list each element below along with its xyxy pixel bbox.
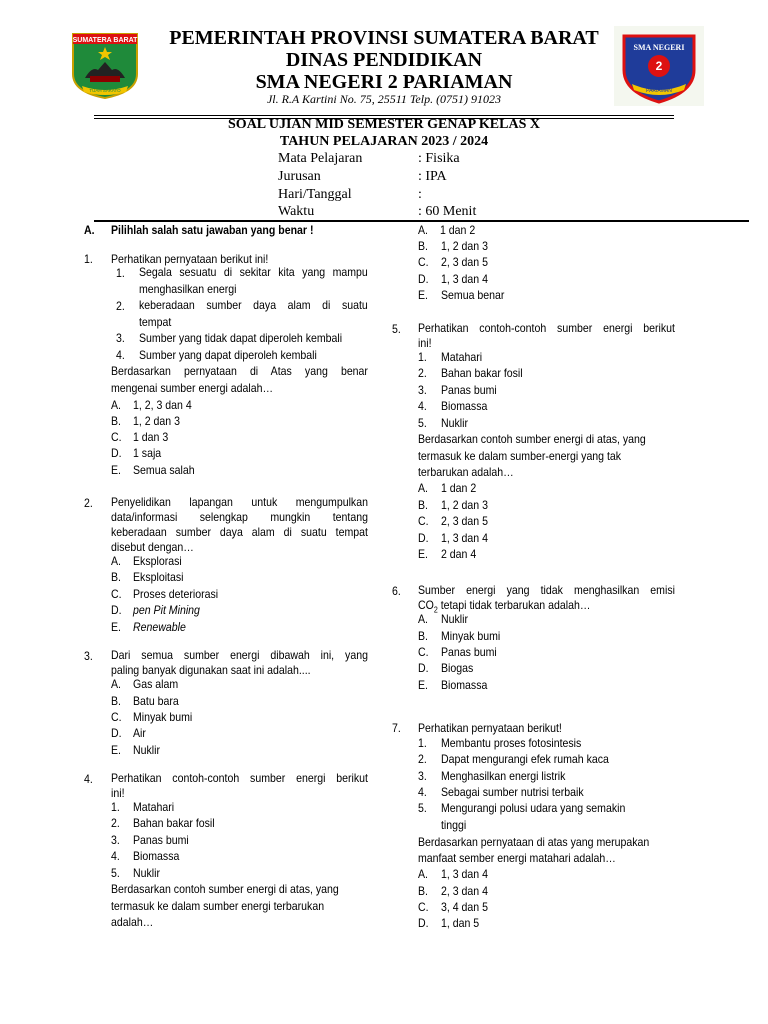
question-text: Berdasarkan contoh sumber energi di atas, yang bbox=[418, 432, 646, 446]
option-text: Air bbox=[133, 726, 146, 740]
option-letter: A. bbox=[111, 398, 121, 412]
question-number: 6. bbox=[392, 584, 401, 598]
option-letter: D. bbox=[418, 531, 429, 545]
option-letter: C. bbox=[418, 514, 429, 528]
question-text: ini! bbox=[418, 336, 432, 350]
option-letter: D. bbox=[111, 446, 122, 460]
list-number: 3. bbox=[418, 383, 427, 397]
option-letter: B. bbox=[418, 498, 428, 512]
school-logo-bottom: PARIAMAN bbox=[646, 88, 672, 94]
exam-title: SOAL UJIAN MID SEMESTER GENAP KELAS X bbox=[228, 117, 540, 132]
option-letter: A. bbox=[111, 554, 121, 568]
question-text: Dari semua sumber energi dibawah ini, yang bbox=[111, 648, 368, 662]
question-text: Penyelidikan lapangan untuk mengumpulkan bbox=[111, 495, 368, 509]
statement-text: keberadaan sumber daya alam di suatu bbox=[139, 298, 368, 312]
co2-subscript: 2 bbox=[433, 605, 438, 615]
section-instruction: Pilihlah salah satu jawaban yang benar ! bbox=[111, 223, 314, 237]
option-text: 1, 3 dan 4 bbox=[441, 272, 488, 286]
option-text: Minyak bumi bbox=[133, 710, 193, 724]
emblem-banner-text: SUMATERA BARAT bbox=[72, 37, 138, 44]
list-text: Panas bumi bbox=[133, 833, 189, 847]
option-text: Eksploitasi bbox=[133, 570, 184, 584]
list-number: 2. bbox=[111, 816, 120, 830]
option-text: 2, 3 dan 5 bbox=[441, 514, 488, 528]
meta-label: Waktu bbox=[278, 204, 315, 219]
option-letter: A. bbox=[111, 677, 121, 691]
list-number: 1. bbox=[418, 350, 427, 364]
option-letter: C. bbox=[111, 430, 122, 444]
option-text: 1, dan 5 bbox=[441, 916, 480, 930]
statement-text: Segala sesuatu di sekitar kita yang mampu bbox=[139, 265, 368, 279]
question-text: Berdasarkan pernyataan di Atas yang benar bbox=[111, 364, 368, 378]
option-letter: B. bbox=[111, 694, 121, 708]
question-text: paling banyak digunakan saat ini adalah.... bbox=[111, 663, 311, 677]
option-text: Semua salah bbox=[133, 463, 195, 477]
list-text: Biomassa bbox=[441, 399, 488, 413]
section-letter: A. bbox=[84, 223, 95, 237]
option-letter: E. bbox=[111, 463, 121, 477]
option-text: 1, 3 dan 4 bbox=[441, 531, 488, 545]
option-letter: B. bbox=[418, 239, 428, 253]
question-text: termasuk ke dalam sumber energi terbarukan bbox=[111, 899, 325, 913]
option-letter: C. bbox=[111, 710, 122, 724]
option-letter: C. bbox=[111, 587, 122, 601]
question-text: adalah… bbox=[111, 915, 154, 929]
option-text: Eksplorasi bbox=[133, 554, 182, 568]
question-text: ini! bbox=[111, 786, 125, 800]
question-text: Perhatikan contoh-contoh sumber energi berikut bbox=[111, 771, 368, 785]
list-number: 4. bbox=[111, 849, 120, 863]
question-number: 2. bbox=[84, 496, 93, 510]
option-text: 1 dan 2 bbox=[440, 223, 476, 237]
meta-label: Jurusan bbox=[278, 169, 321, 184]
school-logo-text: SMA NEGERI bbox=[633, 43, 685, 52]
statement-number: 2. bbox=[116, 299, 125, 313]
department-title: DINAS PENDIDIKAN bbox=[285, 49, 483, 71]
meta-value: : 60 Menit bbox=[418, 204, 477, 219]
question-text: keberadaan sumber daya alam di suatu tempat bbox=[111, 525, 368, 539]
question-text: manfaat sember energi matahari adalah… bbox=[418, 851, 616, 865]
list-number: 3. bbox=[418, 769, 427, 783]
list-number: 5. bbox=[418, 416, 427, 430]
meta-label: Mata Pelajaran bbox=[278, 151, 363, 166]
question-text: terbarukan adalah… bbox=[418, 465, 514, 479]
option-text: Biogas bbox=[441, 661, 474, 675]
option-text: Batu bara bbox=[133, 694, 179, 708]
question-text: termasuk ke dalam sumber-energi yang tak bbox=[418, 449, 622, 463]
statement-text: menghasilkan energi bbox=[139, 282, 237, 296]
school-logo-number: 2 bbox=[655, 59, 663, 73]
list-text: Nuklir bbox=[441, 416, 468, 430]
statement-number: 3. bbox=[116, 331, 125, 345]
option-letter: E. bbox=[418, 288, 428, 302]
co2-formula: CO bbox=[418, 598, 434, 612]
list-text: Matahari bbox=[133, 800, 175, 814]
emblem-ribbon-text: TUAH SAKATO bbox=[89, 88, 121, 93]
list-text: Membantu proses fotosintesis bbox=[441, 736, 582, 750]
option-text: 2, 3 dan 5 bbox=[441, 255, 488, 269]
list-text: Bahan bakar fosil bbox=[133, 816, 215, 830]
option-text: 1 saja bbox=[133, 446, 162, 460]
option-letter: D. bbox=[418, 661, 429, 675]
option-letter: B. bbox=[111, 570, 121, 584]
option-text: Proses deteriorasi bbox=[133, 587, 219, 601]
option-text: 1, 2 dan 3 bbox=[441, 239, 488, 253]
option-text: pen Pit Mining bbox=[133, 603, 200, 617]
question-number: 4. bbox=[84, 772, 93, 786]
option-text: 1, 2, 3 dan 4 bbox=[133, 398, 192, 412]
option-text: 1, 2 dan 3 bbox=[441, 498, 488, 512]
option-letter: E. bbox=[111, 620, 121, 634]
option-letter: E. bbox=[111, 743, 121, 757]
list-number: 2. bbox=[418, 366, 427, 380]
government-title: PEMERINTAH PROVINSI SUMATERA BARAT bbox=[169, 27, 599, 49]
school-address: Jl. R.A Kartini No. 75, 25511 Telp. (0751) 91023 bbox=[266, 92, 502, 106]
list-text: Sebagai sumber nutrisi terbaik bbox=[441, 785, 584, 799]
option-text: 1 dan 3 bbox=[133, 430, 169, 444]
list-number: 3. bbox=[111, 833, 120, 847]
list-number: 2. bbox=[418, 752, 427, 766]
list-text: Nuklir bbox=[133, 866, 160, 880]
option-text: Renewable bbox=[133, 620, 186, 634]
question-number: 5. bbox=[392, 322, 401, 336]
question-text: Sumber energi yang tidak menghasilkan emisi bbox=[418, 583, 675, 597]
list-text: Biomassa bbox=[133, 849, 180, 863]
option-text: Minyak bumi bbox=[441, 629, 501, 643]
question-number: 1. bbox=[84, 252, 93, 266]
statement-text: Sumber yang dapat diperoleh kembali bbox=[139, 348, 317, 362]
list-text: tinggi bbox=[441, 818, 467, 832]
list-text: Bahan bakar fosil bbox=[441, 366, 523, 380]
option-letter: D. bbox=[111, 603, 122, 617]
question-text: Perhatikan contoh-contoh sumber energi berikut bbox=[418, 321, 675, 335]
option-letter: E. bbox=[418, 547, 428, 561]
statement-text: tempat bbox=[139, 315, 172, 329]
option-letter: A. bbox=[418, 481, 428, 495]
option-letter: A. bbox=[418, 867, 428, 881]
option-text: 2, 3 dan 4 bbox=[441, 884, 488, 898]
option-letter: D. bbox=[111, 726, 122, 740]
question-stem: Perhatikan pernyataan berikut ini! bbox=[111, 252, 269, 266]
option-text: 3, 4 dan 5 bbox=[441, 900, 488, 914]
option-letter: E. bbox=[418, 678, 428, 692]
option-text: Panas bumi bbox=[441, 645, 497, 659]
option-letter: A. bbox=[418, 612, 428, 626]
exam-year: TAHUN PELAJARAN 2023 / 2024 bbox=[279, 134, 489, 149]
question-number: 7. bbox=[392, 721, 401, 735]
meta-value: : IPA bbox=[418, 169, 447, 184]
option-text: Nuklir bbox=[133, 743, 160, 757]
option-letter: D. bbox=[418, 272, 429, 286]
option-letter: B. bbox=[111, 414, 121, 428]
option-text: Gas alam bbox=[133, 677, 179, 691]
meta-value: : Fisika bbox=[418, 151, 460, 166]
list-number: 4. bbox=[418, 399, 427, 413]
option-letter: B. bbox=[418, 629, 428, 643]
list-number: 5. bbox=[111, 866, 120, 880]
option-letter: C. bbox=[418, 255, 429, 269]
option-text: 1 dan 2 bbox=[441, 481, 477, 495]
list-number: 1. bbox=[418, 736, 427, 750]
statement-number: 1. bbox=[116, 266, 125, 280]
question-text: Berdasarkan pernyataan di atas yang merupakan bbox=[418, 835, 650, 849]
option-letter: D. bbox=[418, 916, 429, 930]
option-letter: C. bbox=[418, 900, 429, 914]
statement-number: 4. bbox=[116, 348, 125, 362]
question-text: Berdasarkan contoh sumber energi di atas, yang bbox=[111, 882, 339, 896]
school-name: SMA NEGERI 2 PARIAMAN bbox=[255, 71, 513, 93]
option-letter: B. bbox=[418, 884, 428, 898]
list-number: 5. bbox=[418, 801, 427, 815]
meta-value: : bbox=[418, 187, 422, 202]
option-text: 1, 3 dan 4 bbox=[441, 867, 488, 881]
list-text: Panas bumi bbox=[441, 383, 497, 397]
list-text: Menghasilkan energi listrik bbox=[441, 769, 566, 783]
header-divider bbox=[94, 115, 674, 116]
meta-label: Hari/Tanggal bbox=[278, 187, 352, 202]
option-text: 1, 2 dan 3 bbox=[133, 414, 180, 428]
option-text: Semua benar bbox=[441, 288, 505, 302]
option-text: Biomassa bbox=[441, 678, 488, 692]
list-number: 1. bbox=[111, 800, 120, 814]
list-text: Matahari bbox=[441, 350, 483, 364]
option-text: Nuklir bbox=[441, 612, 468, 626]
option-letter: C. bbox=[418, 645, 429, 659]
question-text: mengenai sumber energi adalah… bbox=[111, 381, 274, 395]
list-text: Mengurangi polusi udara yang semakin bbox=[441, 801, 626, 815]
question-number: 3. bbox=[84, 649, 93, 663]
question-text: data/informasi selengkap mungkin tentang bbox=[111, 510, 368, 524]
option-letter: A. bbox=[418, 223, 428, 237]
list-number: 4. bbox=[418, 785, 427, 799]
question-text: disebut dengan… bbox=[111, 540, 194, 554]
list-text: Dapat mengurangi efek rumah kaca bbox=[441, 752, 609, 766]
question-text-tail: tetapi tidak terbarukan adalah… bbox=[437, 598, 591, 612]
statement-text: Sumber yang tidak dapat diperoleh kembali bbox=[139, 331, 343, 345]
option-text: 2 dan 4 bbox=[441, 547, 477, 561]
question-stem: Perhatikan pernyataan berikut! bbox=[418, 721, 562, 735]
